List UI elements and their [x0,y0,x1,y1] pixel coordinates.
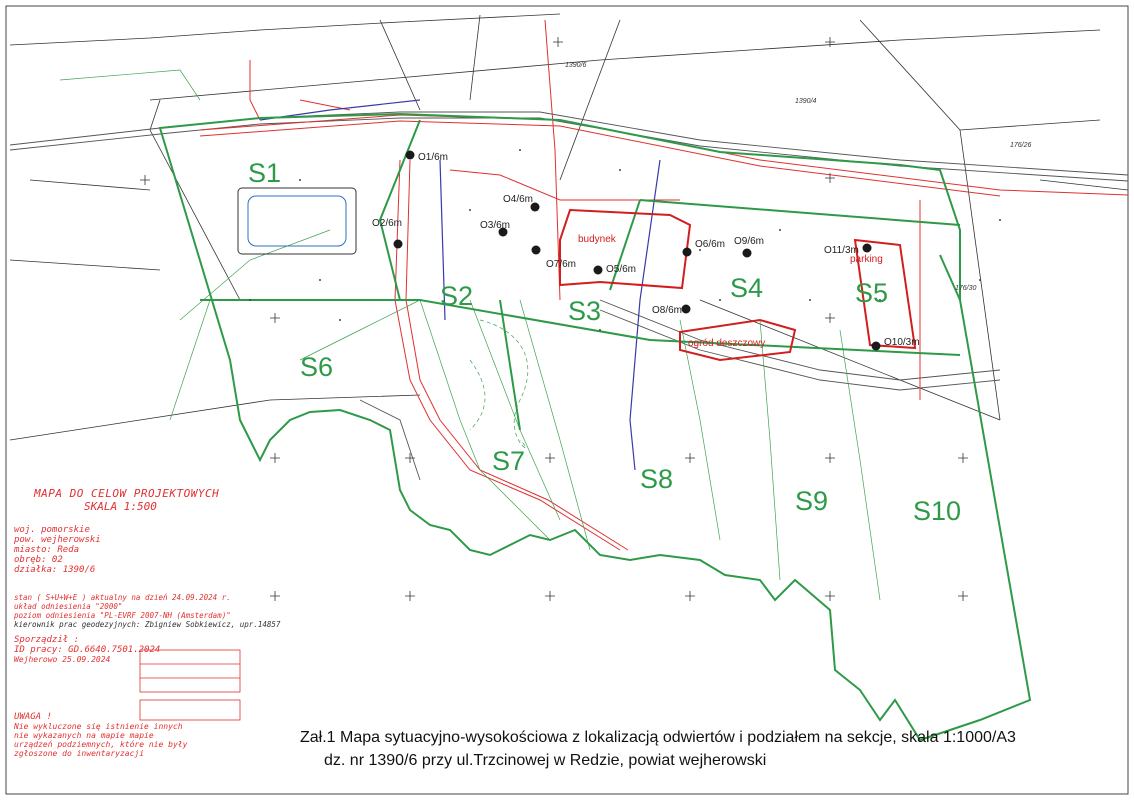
section-label: S3 [568,296,602,326]
borehole-o11[interactable] [863,244,872,253]
section-label: S5 [855,278,889,308]
legend-sporzadzil: Sporządził : [14,635,80,645]
parcel-number: 1390/6 [565,62,587,69]
legend-scale: SKALA 1:500 [84,500,157,513]
legend-uwaga-title: UWAGA ! [14,712,52,722]
building-outline [560,210,690,288]
borehole-o10[interactable] [872,342,881,351]
section-label: S1 [248,158,282,188]
pool-water [248,196,346,246]
legend-place-date: Wejherowo 25.09.2024 [14,655,111,664]
section-label: S10 [913,496,962,526]
parcel-number: 176/26 [1010,142,1032,149]
building-label: budynek [578,234,616,245]
section-label: S6 [300,352,334,382]
legend-kierownik: kierownik prac geodezyjnych: Zbigniew Sobkiewicz, upr.14857 [14,620,281,629]
legend-uwaga-line: zgłoszone do inwentaryzacji [14,749,145,758]
section-label: S2 [440,281,474,311]
borehole-o7[interactable] [532,246,541,255]
section-label: S9 [795,486,829,516]
borehole-label: O9/6m [734,236,765,247]
borehole-label: O7/6m [546,259,577,270]
caption-line-1: Zał.1 Mapa sytuacyjno-wysokościowa z lokalizacją odwiertów i podziałem na sekcje, skala 1:1000/A3 [300,729,1016,746]
legend-miasto: miasto: Reda [14,545,80,555]
section-label: S7 [492,446,526,476]
legend-uklad: układ odniesienia "2000" [14,602,123,611]
legend-uwaga-line: urządzeń podziemnych, które nie były [14,740,188,749]
parking-label: parking [850,254,883,265]
site-boundary [160,114,1030,740]
borehole-label: O4/6m [503,194,534,205]
borehole-label: O11/3m [824,245,859,256]
borehole-label: O1/6m [418,152,449,163]
section-label: S4 [730,273,764,303]
parcel-number: 1390/4 [795,98,817,105]
legend-title: MAPA DO CELOW PROJEKTOWYCH [34,487,220,500]
borehole-label: O8/6m [652,305,683,316]
legend-uwaga-line: nie wykazanych na mapie mapie [14,731,154,740]
map-legend [14,487,284,758]
borehole-o9[interactable] [743,249,752,258]
legend-poziom: poziom odniesienia "PL-EVRF 2007-NH (Amsterdam)" [14,611,231,620]
section-label: S8 [640,464,674,494]
borehole-label: O3/6m [480,220,511,231]
legend-pow: pow. wejherowski [14,535,101,545]
legend-obreb: obręb: 02 [14,555,63,565]
borehole-o8[interactable] [682,305,691,314]
borehole-label: O6/6m [695,239,726,250]
legend-stan: stan ( S+U+W+E ) aktualny na dzień 24.09.2024 r. [14,593,231,602]
caption-line-2: dz. nr 1390/6 przy ul.Trzcinowej w Redzie, powiat wejherowski [324,752,767,769]
borehole-o1[interactable] [406,151,415,160]
borehole-o2[interactable] [394,240,403,249]
map-caption [300,726,1016,772]
borehole-label: O5/6m [606,264,637,275]
boreholes [372,151,920,351]
legend-uwaga-line: Nie wykluczone się istnienie innych [14,722,183,731]
garden-label: ogród deszczowy [688,338,766,349]
parcel-lines [10,14,1128,440]
pool-outline [238,188,356,254]
borehole-label: O2/6m [372,218,403,229]
borehole-o5[interactable] [594,266,603,275]
parcel-number: 176/30 [955,285,977,292]
borehole-label: O10/3m [884,337,920,348]
legend-woj: woj. pomorskie [14,525,90,535]
legend-dzialka: działka: 1390/6 [14,565,96,575]
borehole-o6[interactable] [683,248,692,257]
legend-id: ID pracy: GD.6640.7501.2024 [14,645,161,655]
